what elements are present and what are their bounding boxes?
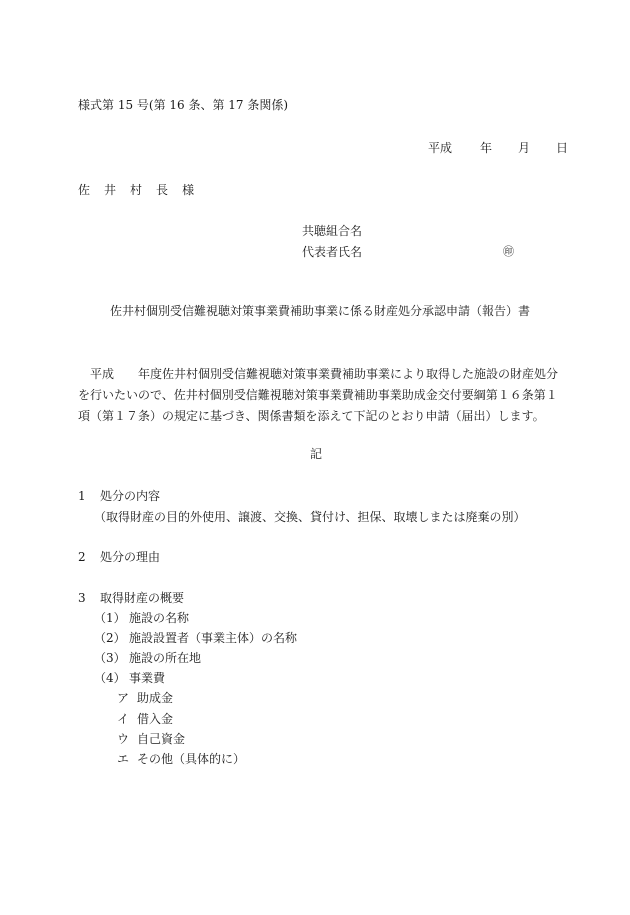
list-item [94,610,189,626]
item-label: 施設の所在地 [129,651,202,665]
date-month: 月 [518,141,531,155]
sub-item-label: 助成金 [137,691,174,705]
sub-item [117,731,185,747]
section-2 [78,549,160,565]
sub-item-label: 借入金 [137,712,174,726]
list-item [94,650,201,666]
addressee-char: 様 [182,183,195,197]
addressee-char: 井 [104,183,117,197]
section-number: 2 [78,550,86,564]
sub-item-mark: ア [117,691,130,705]
section-label: 処分の理由 [100,550,161,564]
date-era: 平成 [428,141,453,155]
form-number: 様式第 15 号(第 16 条、第 17 条関係) [78,98,289,112]
applicant-org-label: 共聴組合名 [302,224,363,238]
sub-item [117,711,173,727]
body-line: 平成 年度佐井村個別受信難視聴対策事業費補助事業により取得した施設の財産処分 [78,367,559,381]
section-3 [78,590,184,606]
item-number: （1） [94,611,126,625]
list-item [94,630,297,646]
applicant-rep-label: 代表者氏名 [302,245,363,259]
addressee-char: 長 [156,183,169,197]
addressee [78,182,208,198]
sub-item-mark: エ [117,752,130,766]
sub-item [117,751,245,767]
sub-item [117,690,173,706]
sub-item-mark: ウ [117,732,130,746]
body-line: を行いたいので、佐井村個別受信難視聴対策事業費補助事業助成金交付要綱第１６条第１ [78,388,558,402]
item-label: 事業費 [129,671,166,685]
sub-item-label: その他（具体的に） [137,752,246,766]
item-number: （2） [94,631,126,645]
date-day: 日 [556,141,569,155]
date-line [428,140,568,156]
section-1-note: （取得財産の目的外使用、譲渡、交換、貸付け、担保、取壊しまたは廃棄の別） [94,510,526,524]
item-label: 施設設置者（事業主体）の名称 [129,631,298,645]
section-number: 3 [78,591,86,605]
section-label: 処分の内容 [100,489,161,503]
sub-item-label: 自己資金 [137,732,186,746]
section-number: 1 [78,489,86,503]
section-1 [78,488,160,504]
seal-mark: ㊞ [503,245,514,258]
sub-item-mark: イ [117,712,130,726]
item-label: 施設の名称 [129,611,190,625]
body-line: 項（第１７条）の規定に基づき、関係書類を添えて下記のとおり申請（届出）します。 [78,409,545,423]
addressee-char: 佐 [78,183,91,197]
date-year: 年 [480,141,493,155]
section-label: 取得財産の概要 [100,591,185,605]
ki-heading: 記 [310,447,323,461]
body-paragraph [78,364,558,427]
addressee-char: 村 [130,183,143,197]
item-number: （3） [94,651,126,665]
document-title: 佐井村個別受信難視聴対策事業費補助事業に係る財産処分承認申請（報告）書 [110,304,531,318]
list-item [94,670,165,686]
item-number: （4） [94,671,126,685]
